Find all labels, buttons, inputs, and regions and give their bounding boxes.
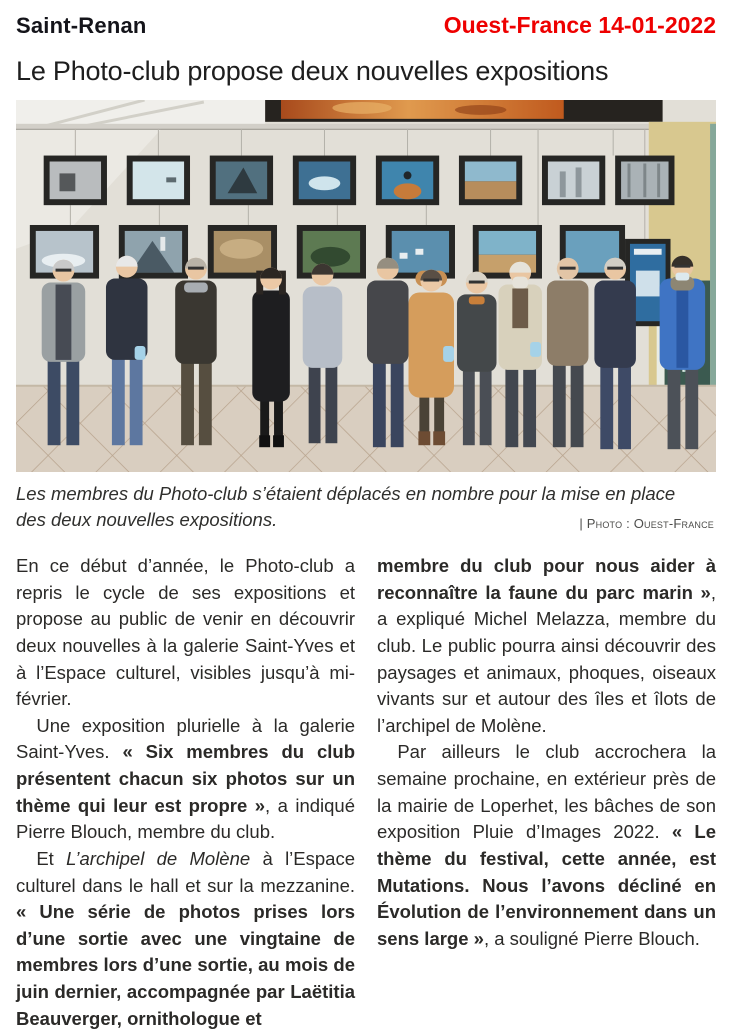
article-figure	[16, 100, 716, 533]
picture-rail	[16, 124, 661, 129]
article-body	[16, 553, 716, 1032]
text-segment-normal: , a indiqué Pierre Blouch, membre du club.	[16, 794, 356, 843]
photo-caption: Les membres du Photo-club s’étaient déplacés en nombre pour la mise en place des deux nouvelles expositions.	[16, 483, 676, 530]
article-column-right	[377, 553, 716, 1032]
source-date-label: Ouest-France 14-01-2022	[443, 12, 716, 38]
article-paragraph	[16, 713, 355, 846]
text-segment-normal: Et	[36, 847, 67, 869]
text-segment-normal: En ce début d’année, le Photo-club a repris le cycle de ses expositions et propose au public de venir en découvrir deux nouvelles à la galerie Saint-Yves et à l’Espace culturel, visibles jusqu’à mi-février.	[16, 555, 355, 710]
people-group	[42, 256, 705, 449]
text-segment-bold: « Le thème du festival, cette année, est Mutations. Nous l’avons décliné en Évolution de l’environnement dans un sens large »	[377, 821, 716, 949]
photo-credit: | Photo : Ouest-France	[573, 516, 714, 531]
text-segment-normal: à l’Espace culturel dans le hall et sur la mezzanine.	[16, 847, 355, 896]
masthead	[16, 12, 716, 39]
text-segment-normal: Une exposition plurielle à la galerie Saint-Yves.	[16, 714, 355, 763]
article-photo	[16, 100, 716, 472]
text-segment-normal: , a souligné Pierre Blouch.	[483, 927, 700, 949]
gallery-group-photo-illustration	[16, 100, 716, 472]
article-paragraph	[16, 846, 355, 1032]
article-paragraph	[16, 553, 355, 713]
article-paragraph	[377, 553, 716, 739]
text-segment-normal: Par ailleurs le club accrochera la semaine prochaine, en extérieur près de la mairie de Loperhet, les bâches de son exposition Pluie d’Images 2022.	[377, 741, 716, 843]
article-paragraph	[377, 739, 716, 952]
text-segment-italic: L’archipel de Molène	[66, 847, 251, 869]
text-segment-bold: « Six membres du club présentent chacun six photos sur un thème qui leur est propre »	[16, 741, 355, 816]
location-label: Saint-Renan	[16, 13, 147, 38]
photo-caption-row	[16, 481, 716, 533]
orange-artwork	[281, 100, 564, 119]
text-segment-normal: , a expliqué Michel Melazza, membre du club. Le public pourra ainsi découvrir des paysages et animaux, phoques, oiseaux vivants sur et autour des îles et îlots de l’archipel de Molène.	[377, 581, 716, 736]
text-segment-bold: membre du club pour nous aider à reconnaître la faune du parc marin »	[377, 555, 716, 603]
text-segment-bold: « Une série de photos prises lors d’une sortie avec une vingtaine de membres lors d’une sortie, au mois de juin dernier, accompagnée par Laëtitia Beauverger, ornithologue et	[16, 901, 355, 1029]
article-column-left	[16, 553, 355, 1032]
article-headline: Le Photo-club propose deux nouvelles expositions	[16, 56, 609, 86]
